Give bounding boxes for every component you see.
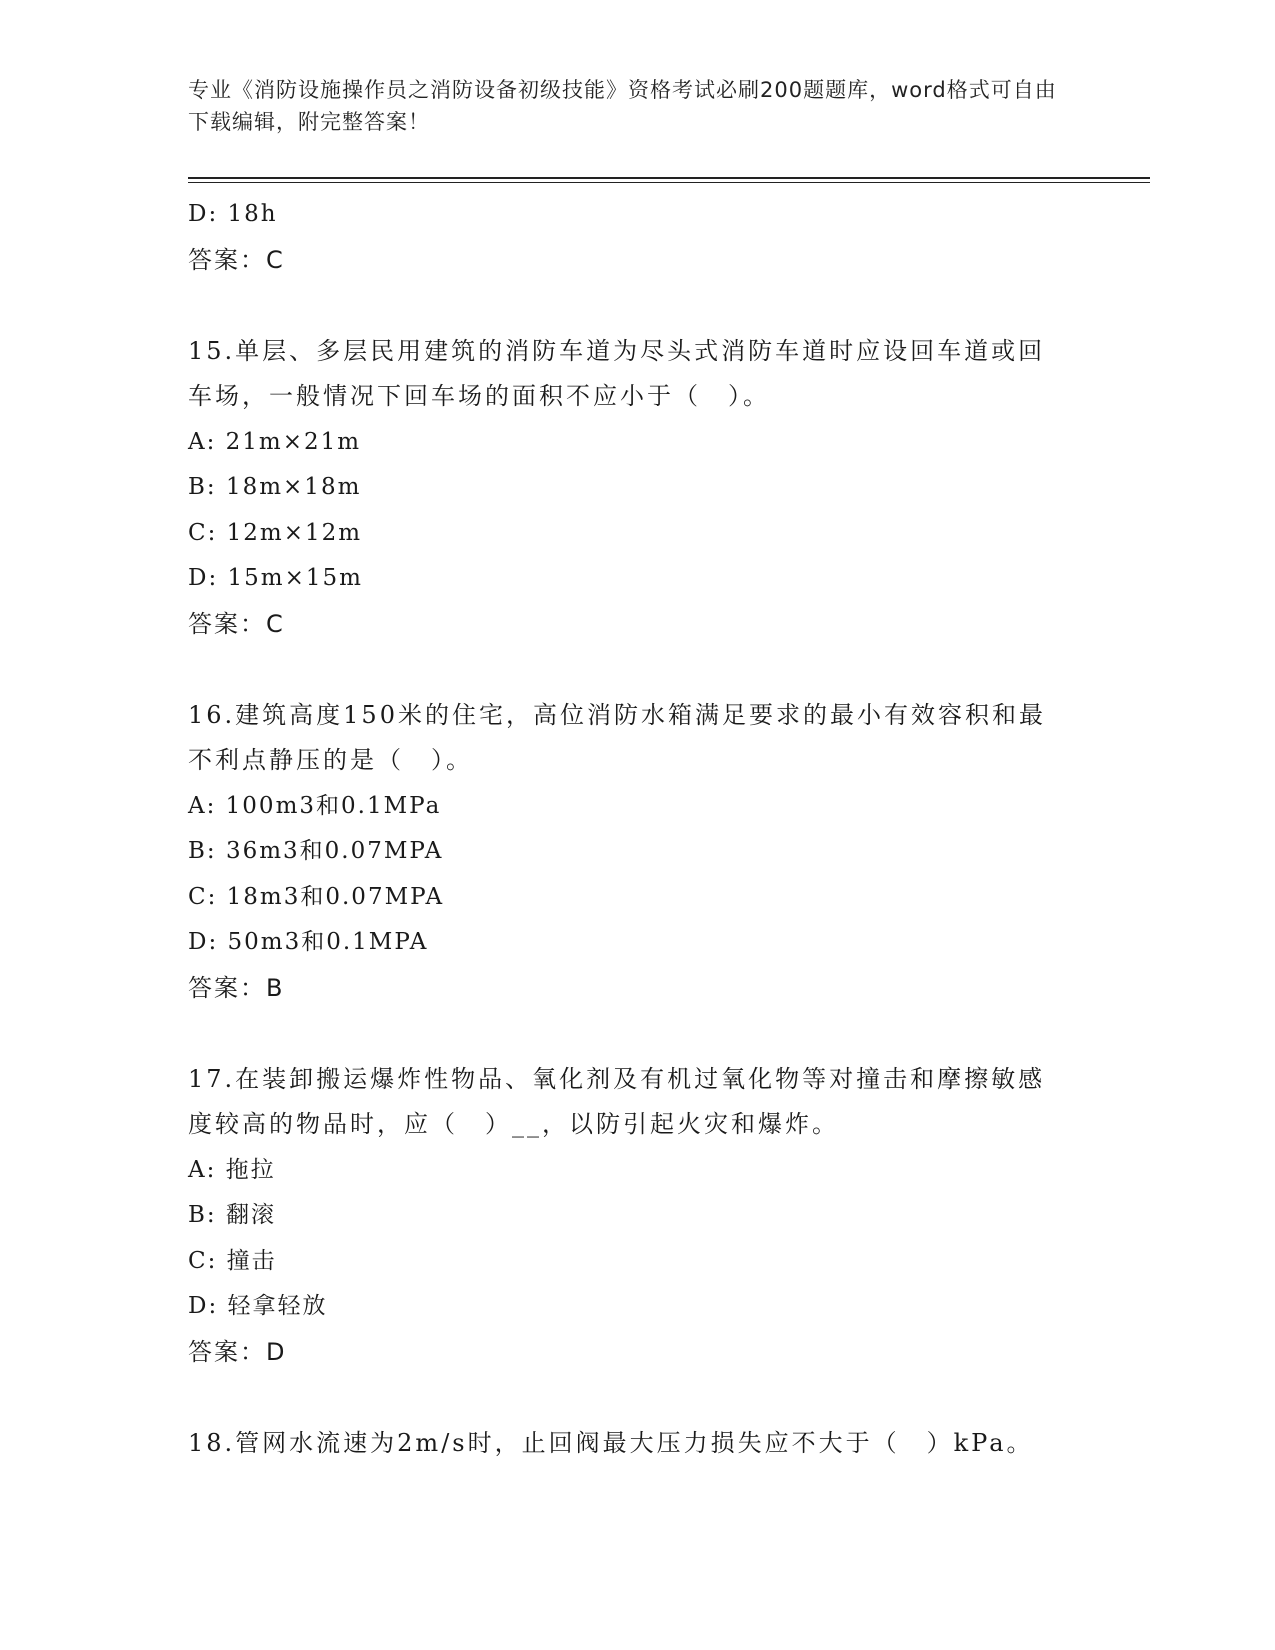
answer-line: 答案：C xyxy=(188,609,285,638)
header-rule-thick xyxy=(188,177,1150,179)
option-d: D: 15m×15m xyxy=(188,565,363,591)
option-b: B: 36m3和0.07MPA xyxy=(188,838,444,864)
option-c: C: 12m×12m xyxy=(188,519,363,546)
header-rule-thin xyxy=(188,182,1150,183)
answer-line: 答案：C xyxy=(188,245,285,274)
option-b: B: 18m×18m xyxy=(188,474,362,500)
question-text: 15.单层、多层民用建筑的消防车道为尽头式消防车道时应设回车道或回车场，一般情况下回车场的面积不应小于（ ）。 xyxy=(188,336,1046,410)
question-text: 16.建筑高度150米的住宅，高位消防水箱满足要求的最小有效容积和最不利点静压的是（ ）。 xyxy=(188,700,1046,774)
question-text: 17.在装卸搬运爆炸性物品、氧化剂及有机过氧化物等对撞击和摩擦敏感度较高的物品时，应（ ）__，以防引起火灾和爆炸。 xyxy=(188,1064,1046,1138)
option-d: D: 50m3和0.1MPA xyxy=(188,929,429,955)
option-a: A: 100m3和0.1MPa xyxy=(188,792,442,819)
option-a: A: 21m×21m xyxy=(188,428,362,455)
question-text: 18.管网水流速为2m/s时，止回阀最大压力损失应不大于（ ）kPa。 xyxy=(188,1428,1034,1457)
question-list xyxy=(188,192,1088,1466)
option-a: A: 拖拉 xyxy=(188,1156,276,1183)
option-d: D: 轻拿轻放 xyxy=(188,1293,328,1319)
option-c: C: 18m3和0.07MPA xyxy=(188,883,445,910)
answer-line: 答案：D xyxy=(188,1337,287,1366)
document-header: 专业《消防设施操作员之消防设备初级技能》资格考试必刷200题题库，word格式可自由下载编辑，附完整答案！ xyxy=(188,78,1057,134)
answer-line: 答案：B xyxy=(188,973,285,1002)
option-d: D: 18h xyxy=(188,201,278,227)
option-b: B: 翻滚 xyxy=(188,1202,276,1228)
option-c: C: 撞击 xyxy=(188,1247,277,1274)
